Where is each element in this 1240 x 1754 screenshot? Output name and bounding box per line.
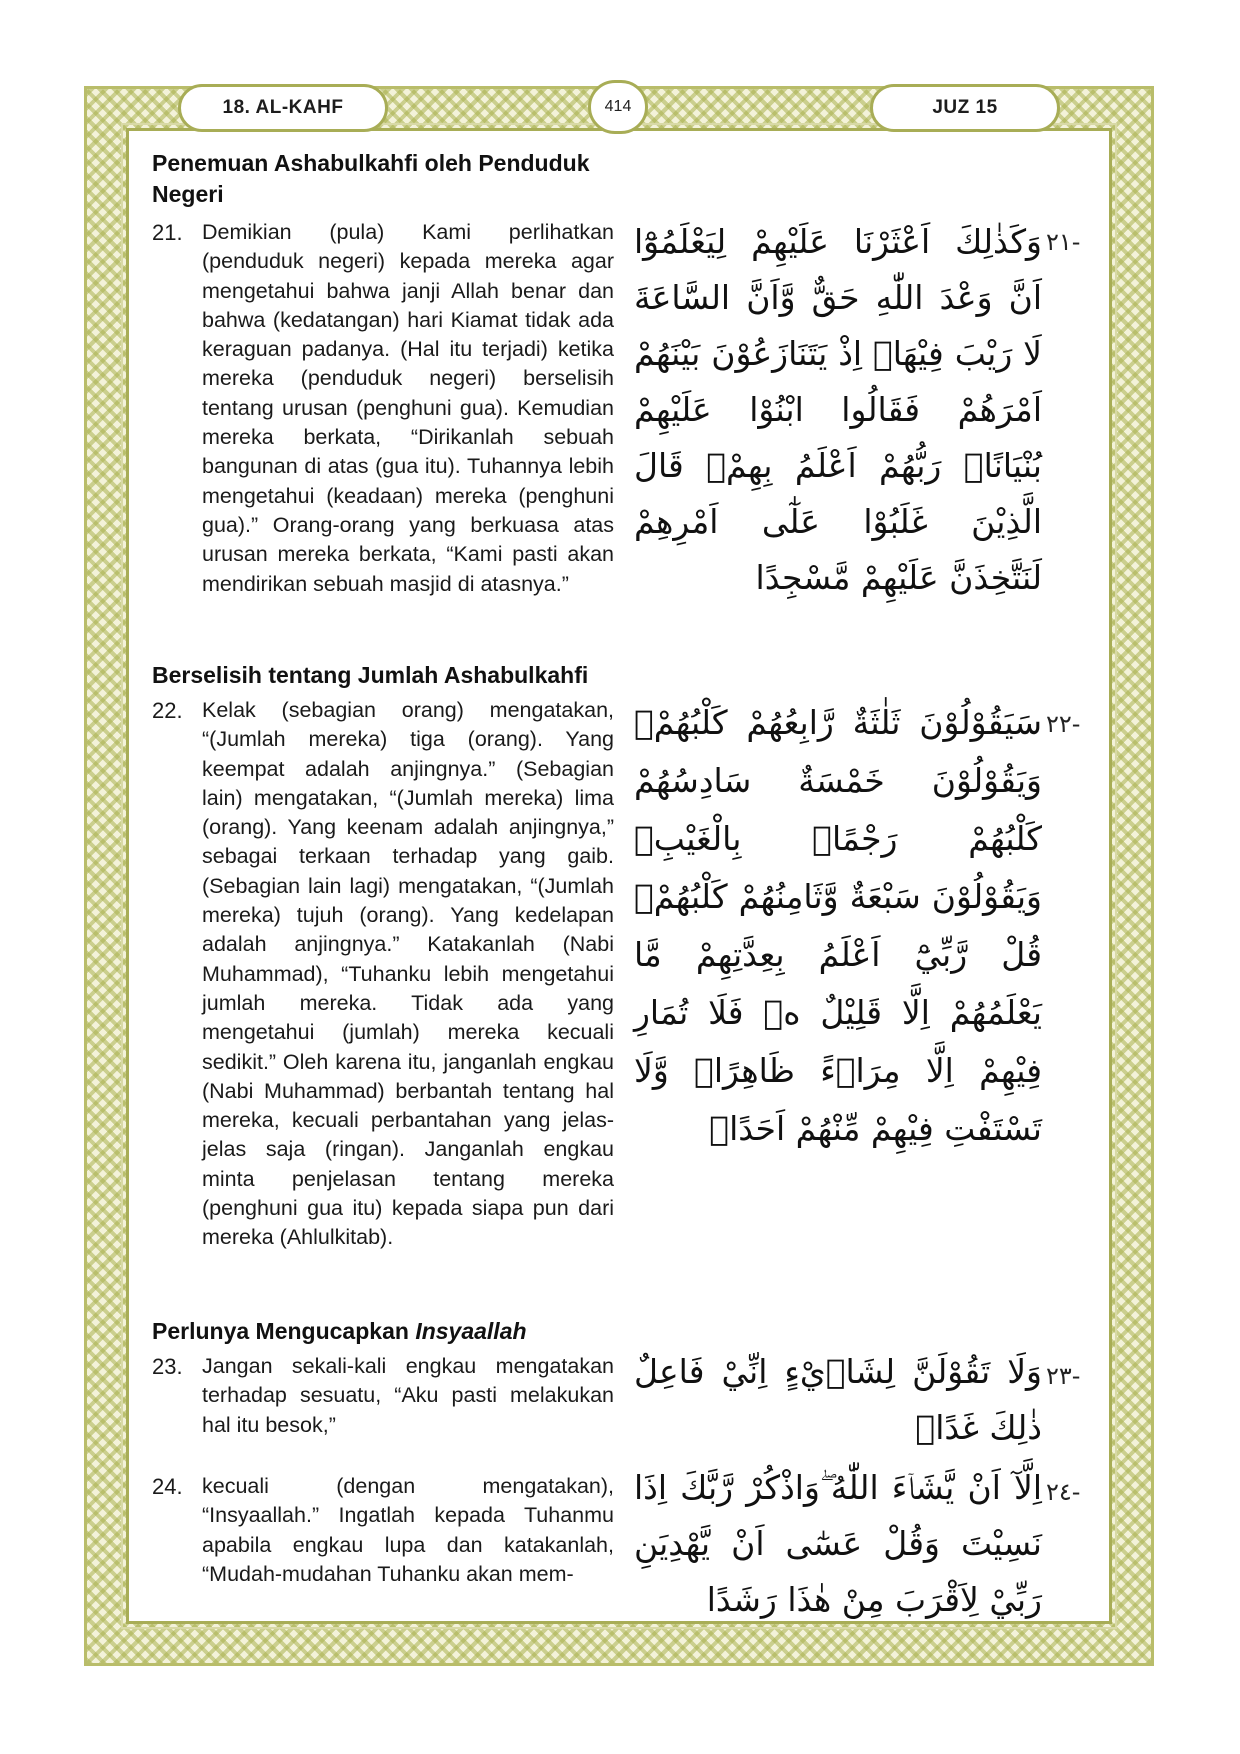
section-title-text: Perlunya Mengucapkan: [152, 1318, 416, 1344]
arabic-verse: وَلَا تَقُوْلَنَّ لِشَا۟يْءٍ اِنِّيْ فَاعِلٌ ذٰلِكَ غَدًاۙ: [634, 1352, 1042, 1447]
verse-translation: Jangan sekali-kali engkau mengatakan terhadap sesuatu, “Aku pasti melakukan hal itu besok,”: [202, 1354, 614, 1437]
arabic-verse-number: -٢٣: [1046, 1362, 1081, 1390]
surah-label: 18. AL-KAHF: [178, 84, 388, 132]
arabic-verse: وَكَذٰلِكَ اَعْثَرْنَا عَلَيْهِمْ لِيَعْلَمُوْٓا اَنَّ وَعْدَ اللّٰهِ حَقٌّ وَّاَنَّ السَّاعَةَ لَا رَيْبَ فِيْهَاۚ اِذْ يَتَنَازَعُوْنَ بَيْنَهُمْ اَمْرَهُمْ فَقَالُوا ابْنُوْا عَلَيْهِمْ بُنْيَانًاۗ رَبُّهُمْ اَعْلَمُ بِهِمْۗ قَالَ الَّذِيْنَ غَلَبُوْا عَلٰٓى اَمْرِهِمْ لَنَتَّخِذَنَّ عَلَيْهِمْ مَّسْجِدًا: [634, 222, 1042, 597]
arabic-verse-number: -٢٢: [1046, 710, 1081, 738]
verse-translation: kecuali (dengan mengatakan), “Insyaallah.” Ingatlah kepada Tuhanmu apabila engkau lupa dan katakanlah, “Mudah-mudahan Tuhanku akan mem-: [202, 1474, 614, 1586]
verse-number: 22.: [152, 698, 183, 723]
verse-number: 21.: [152, 220, 183, 245]
verse-translation: Kelak (sebagian orang) mengatakan, “(Jumlah mereka) tiga (orang). Yang keempat adalah anjingnya.” (Sebagian lain) mengatakan, “(Jumlah mereka) lima (orang). Yang keenam adalah anjingnya,” sebagai terkaan terhadap yang gaib. (Sebagian lain lagi) mengatakan, “(Jumlah mereka) tujuh (orang). Yang kedelapan adalah anjingnya.” Katakanlah (Nabi Muhammad), “Tuhanku lebih mengetahui jumlah mereka. Tidak ada yang mengetahui (jumlah) mereka kecuali sedikit.” Oleh karena itu, janganlah engkau (Nabi Muhammad) berbantah tentang hal mereka, kecuali perbantahan yang jelas-jelas saja (ringan). Janganlah engkau minta penjelasan tentang mereka (penghuni gua itu) kepada siapa pun dari mereka (Ahlulkitab).: [202, 698, 614, 1250]
verse-number: 24.: [152, 1474, 183, 1499]
juz-label: JUZ 15: [870, 84, 1060, 132]
arabic-verse-number: -٢١: [1046, 228, 1081, 256]
arabic-verse: اِلَّآ اَنْ يَّشَاۤءَ اللّٰهُ ۖوَاذْكُرْ رَّبَّكَ اِذَا نَسِيْتَ وَقُلْ عَسٰٓى اَنْ يَّهْدِيَنِ رَبِّيْ لِاَقْرَبَ مِنْ هٰذَا رَشَدًا: [634, 1468, 1042, 1619]
section-title: Berselisih tentang Jumlah Ashabulkahfi: [152, 662, 589, 688]
page-number: 414: [588, 80, 648, 134]
arabic-verse-number: -٢٤: [1046, 1478, 1081, 1506]
arabic-verse: سَيَقُوْلُوْنَ ثَلٰثَةٌ رَّابِعُهُمْ كَلْبُهُمْۚ وَيَقُوْلُوْنَ خَمْسَةٌ سَادِسُهُمْ كَلْبُهُمْ رَجْمًاۢ بِالْغَيْبِۚ وَيَقُوْلُوْنَ سَبْعَةٌ وَّثَامِنُهُمْ كَلْبُهُمْۗ قُلْ رَّبِّيْٓ اَعْلَمُ بِعِدَّتِهِمْ مَّا يَعْلَمُهُمْ اِلَّا قَلِيْلٌ ەۗ فَلَا تُمَارِ فِيْهِمْ اِلَّا مِرَاۤءً ظَاهِرًاۖ وَّلَا تَسْتَفْتِ فِيْهِمْ مِّنْهُمْ اَحَدًاࣖ: [634, 703, 1042, 1148]
verse-translation: Demikian (pula) Kami perlihatkan (penduduk negeri) kepada mereka agar mengetahui bahwa janji Allah benar dan bahwa (kedatangan) hari Kiamat tidak ada keraguan padanya. (Hal itu terjadi) ketika mereka (penduduk negeri) berselisih tentang urusan (penghuni gua). Kemudian mereka berkata, “Dirikanlah sebuah bangunan di atas (gua itu). Tuhannya lebih mengetahui (keadaan) mereka (penghuni gua).” Orang-orang yang berkuasa atas urusan mereka berkata, “Kami pasti akan mendirikan sebuah masjid di atasnya.”: [202, 220, 614, 596]
section-title: Penemuan Ashabulkahfi oleh Penduduk Negeri: [152, 150, 590, 207]
verse-number: 23.: [152, 1354, 183, 1379]
section-title-italic: Insyaallah: [415, 1318, 527, 1344]
section-title: [152, 1316, 612, 1347]
